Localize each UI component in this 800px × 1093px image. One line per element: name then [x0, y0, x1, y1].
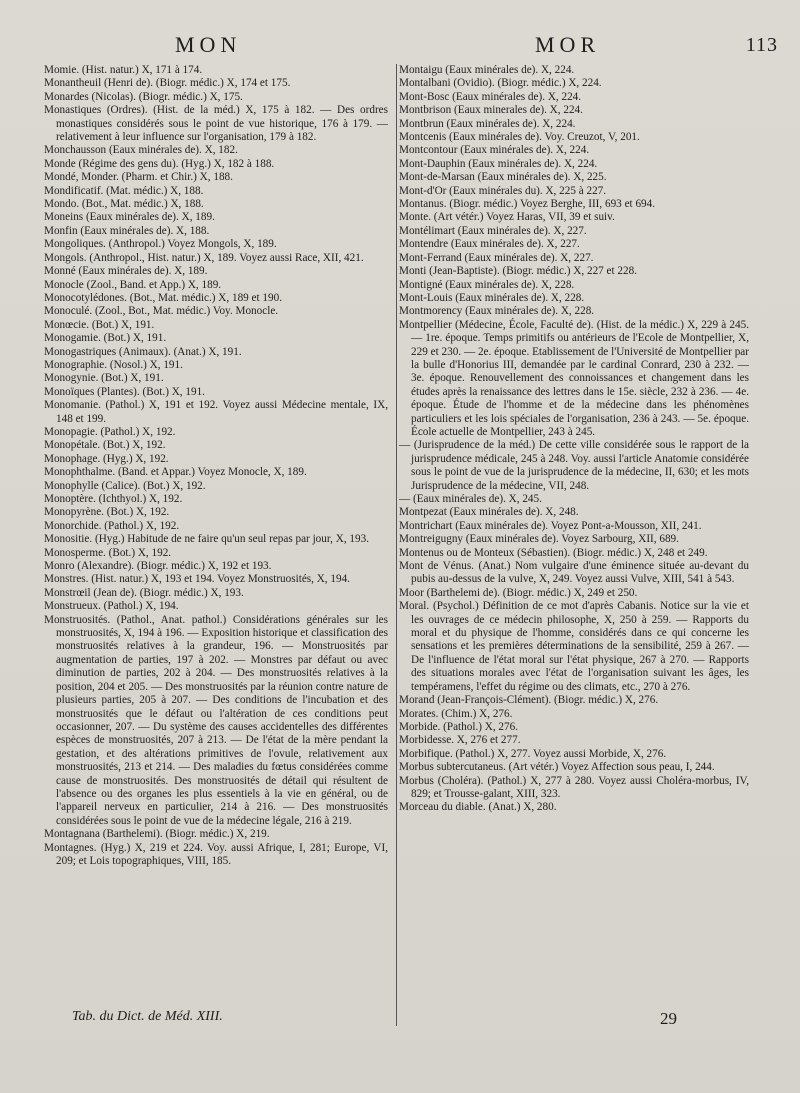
- index-entry: Monomanie. (Pathol.) X, 191 et 192. Voyez aussi Médecine mentale, IX, 148 et 199.: [44, 399, 388, 425]
- index-entry: Mongols. (Anthropol., Hist. natur.) X, 189. Voyez aussi Race, XII, 421.: [44, 251, 364, 264]
- index-entry: Montanus. (Biogr. médic.) Voyez Berghe, III, 693 et 694.: [399, 198, 656, 211]
- index-entry: Monro (Alexandre). (Biogr. médic.) X, 192 et 193.: [44, 560, 272, 573]
- index-entry: Monogastriques (Animaux). (Anat.) X, 191.: [44, 345, 242, 358]
- index-entry: Mondo. (Bot., Mat. médic.) X, 188.: [44, 198, 204, 211]
- index-entry: Montbrun (Eaux minérales de). X, 224.: [399, 117, 576, 130]
- index-entry: Monoïques (Plantes). (Bot.) X, 191.: [44, 385, 205, 398]
- index-entry: Montendre (Eaux minérales de). X, 227.: [399, 238, 580, 251]
- left-column: [44, 64, 388, 868]
- index-entry: Morbus subtercutaneus. (Art vétér.) Voyez Affection sous peau, I, 244.: [399, 761, 715, 774]
- footer-title: Tab. du Dict. de Méd. XIII.: [72, 1009, 223, 1024]
- index-entry: Montaigu (Eaux minérales de). X, 224.: [399, 64, 575, 76]
- index-entry: Monorchide. (Pathol.) X, 192.: [44, 519, 180, 532]
- index-entry: Morbide. (Pathol.) X, 276.: [399, 720, 519, 733]
- index-entry: Moor (Barthelemi de). (Biogr. médic.) X, 249 et 250.: [399, 586, 638, 599]
- index-entry: Montpezat (Eaux minérales de). X, 248.: [399, 506, 579, 519]
- index-entry: Monstruosités. (Pathol., Anat. pathol.) Considérations générales sur les monstruosités, X, 194 à 196. — Exposition historique et classification des monstruosités relatives à la grandeur, 196. — Monstruosités par augmentation de parties, 197 à 202. — Monstres par défaut ou avec diminution de parties, 202 à 204. — Des monstruosités relatives à la position, 204 et 205. — Des monstruosités par la réunion contre nature de plusieurs parties, 205 à 207. — Des conditions de l'incubation et des monstruosités que le défaut ou l'altération de ces conditions peut occasionner, 207. — Du système des causes accidentelles des différentes espèces de monstruosités, 207 à 213. — De l'état de la mère pendant la gestation, et des altérations primitives de l'ovule, relativement aux monstruosités, 213 et 214. — Des maladies du fœtus considérées comme cause de monstruosités. Des monstruosités de détail qui résultent de l'absence ou des organes les plus essentiels à la vie en général, ou de l'appareil nerveux en particulier, 214 à 216. — Des monstruosités considérées sous le point de vue de la médecine légale, 216 à 219.: [44, 613, 388, 827]
- index-entry: — (Jurisprudence de la méd.) De cette ville considérée sous le rapport de la jurisprudence médicale, 245 à 248. Voy. aussi l'article Anatomie considérée sous le point de vue de la jurisprudence de la médecine, II, 630; et les mots Jurisprudence de la médecine, VII, 248.: [399, 439, 749, 492]
- page-number: 113: [745, 34, 778, 56]
- index-entry: Montigné (Eaux minérales de). X, 228.: [399, 278, 575, 291]
- index-entry: Monopétale. (Bot.) X, 192.: [44, 439, 166, 452]
- index-entry: Monstrœil (Jean de). (Biogr. médic.) X, 193.: [44, 586, 244, 599]
- index-entry: Moneins (Eaux minérales de). X, 189.: [44, 211, 215, 224]
- index-entry: Momie. (Hist. natur.) X, 171 à 174.: [44, 64, 203, 76]
- index-entry: Mont-Ferrand (Eaux minérales de). X, 227.: [399, 251, 594, 264]
- index-entry: Monopagie. (Pathol.) X, 192.: [44, 425, 176, 438]
- index-entry: Monositie. (Hyg.) Habitude de ne faire qu'un seul repas par jour, X, 193.: [44, 533, 369, 546]
- index-entry: Mondificatif. (Mat. médic.) X, 188.: [44, 184, 204, 197]
- index-entry: Montcenis (Eaux minérales de). Voy. Creuzot, V, 201.: [399, 131, 640, 144]
- index-entry: Monosperme. (Bot.) X, 192.: [44, 546, 172, 559]
- index-entry: Monstres. (Hist. natur.) X, 193 et 194. Voyez Monstruosités, X, 194.: [44, 573, 350, 586]
- index-entry: Montmorency (Eaux minérales de). X, 228.: [399, 305, 595, 318]
- index-entry: Monde (Régime des gens du). (Hyg.) X, 182 à 188.: [44, 157, 275, 170]
- index-entry: Monophthalme. (Band. et Appar.) Voyez Monocle, X, 189.: [44, 466, 307, 479]
- index-entry: Monoptère. (Ichthyol.) X, 192.: [44, 493, 183, 505]
- running-head-right: MOR: [535, 32, 601, 57]
- index-entry: Monti (Jean-Baptiste). (Biogr. médic.) X, 227 et 228.: [399, 265, 638, 278]
- index-entry: Mondé, Monder. (Pharm. et Chir.) X, 188.: [44, 171, 233, 184]
- index-entry: Monophage. (Hyg.) X, 192.: [44, 452, 169, 465]
- index-entry: Monogamie. (Bot.) X, 191.: [44, 332, 167, 345]
- index-entry: Monœcie. (Bot.) X, 191.: [44, 318, 155, 331]
- index-entry: Monte. (Art vétér.) Voyez Haras, VII, 39 et suiv.: [399, 211, 615, 224]
- index-entry: Monogynie. (Bot.) X, 191.: [44, 372, 164, 385]
- index-entry: Morbidesse. X, 276 et 277.: [399, 734, 521, 747]
- index-entry: Monographie. (Nosol.) X, 191.: [44, 358, 183, 371]
- index-entry: Monfin (Eaux minérales de). X, 188.: [44, 224, 210, 237]
- index-entry: Monastiques (Ordres). (Hist. de la méd.) X, 175 à 182. — Des ordres monastiques considérés sous le point de vue historique, 176 à 179. — relativement à leur influence sur l'organisation, 179 à 182.: [44, 104, 388, 144]
- column-divider: [396, 64, 397, 1026]
- index-entry: Montpellier (Médecine, École, Faculté de). (Hist. de la médic.) X, 229 à 245. — 1re. époque. Temps primitifs ou antérieurs de l'Ecole de Montpellier, X, 229 et 230. — 2e. époque. Etablissement de l'Université de Montpellier par la bulle d'Honorius III, demandée par le cardinal Conrard, 230 à 232. — 3e. époque. Renouvellement des connoissances et changement dans les études après la renaissance des lettres dans le 15e. siècle, 232 à 236. — 4e. époque. Étude de l'homme et de la médecine dans les phénomènes particuliers et les lois spéciales de l'organisation, 236 à 243. — 5e. époque. École actuelle de Montpellier, 243 à 245.: [399, 318, 749, 438]
- index-entry: Montélimart (Eaux minérales de). X, 227.: [399, 224, 587, 237]
- index-entry: Montenus ou de Monteux (Sébastien). (Biogr. médic.) X, 248 et 249.: [399, 546, 708, 559]
- index-entry: — (Eaux minérales de). X, 245.: [399, 493, 542, 505]
- index-entry: Monocle (Zool., Band. et App.) X, 189.: [44, 278, 222, 291]
- index-entry: Mont-Bosc (Eaux minérales de). X, 224.: [399, 90, 582, 103]
- right-column: [399, 64, 749, 815]
- index-entry: Monophylle (Calice). (Bot.) X, 192.: [44, 479, 206, 492]
- index-entry: Montcontour (Eaux minérales de). X, 224.: [399, 144, 590, 157]
- index-entry: Mont-Louis (Eaux minérales de). X, 228.: [399, 291, 585, 304]
- index-entry: Moral. (Psychol.) Définition de ce mot d'après Cabanis. Notice sur la vie et les ouvrages de ce médecin philosophe, X, 250 à 259. — Rapports du moral et du physique de l'homme, considérés dans ce qui concerne les sensations et les premières déterminations de la sensibilité, 259 à 267. — De l'influence de l'état moral sur l'état physique, 267 à 270. — Rapports des situations morales avec l'état de l'organisation suivant les âges, les tempéramens, l'effet du régime ou des climats, etc., 270 à 276.: [399, 600, 749, 693]
- index-entry: Mont-d'Or (Eaux minérales du). X, 225 à 227.: [399, 184, 607, 197]
- running-head-left: MON: [175, 32, 242, 57]
- index-entry: Monchausson (Eaux minérales de). X, 182.: [44, 144, 238, 157]
- index-entry: Morates. (Chim.) X, 276.: [399, 707, 513, 720]
- index-entry: Morbus (Choléra). (Pathol.) X, 277 à 280. Voyez aussi Choléra-morbus, IV, 829; et Trousse-galant, XIII, 323.: [399, 774, 749, 800]
- signature-mark: 29: [660, 1009, 677, 1028]
- index-entry: Montbrison (Eaux minerales de). X, 224.: [399, 104, 583, 117]
- index-entry: Monantheuil (Henri de). (Biogr. médic.) X, 174 et 175.: [44, 77, 291, 90]
- index-entry: Monardes (Nicolas). (Biogr. médic.) X, 175.: [44, 90, 243, 103]
- index-entry: Montreigugny (Eaux minérales de). Voyez Sarbourg, XII, 689.: [399, 533, 679, 546]
- index-entry: Monoculé. (Zool., Bot., Mat. médic.) Voy. Monocle.: [44, 305, 279, 318]
- index-entry: Monocotylédones. (Bot., Mat. médic.) X, 189 et 190.: [44, 291, 283, 304]
- index-entry: Morand (Jean-François-Clément). (Biogr. médic.) X, 276.: [399, 694, 659, 707]
- index-entry: Montagnes. (Hyg.) X, 219 et 224. Voy. aussi Afrique, I, 281; Europe, VI, 209; et Lois topographiques, VIII, 185.: [44, 841, 388, 867]
- index-entry: Monstrueux. (Pathol.) X, 194.: [44, 600, 179, 613]
- index-entry: Monopyrène. (Bot.) X, 192.: [44, 506, 170, 519]
- index-entry: Montagnana (Barthelemi). (Biogr. médic.) X, 219.: [44, 828, 270, 841]
- index-entry: Mont-Dauphin (Eaux minérales de). X, 224.: [399, 157, 598, 170]
- index-entry: Morceau du diable. (Anat.) X, 280.: [399, 801, 557, 814]
- index-entry: Mont de Vénus. (Anat.) Nom vulgaire d'une éminence située au-devant du pubis au-dessus de la vulve, X, 249. Voyez aussi Vulve, XIII, 541 à 543.: [399, 560, 749, 586]
- index-entry: Mongoliques. (Anthropol.) Voyez Mongols, X, 189.: [44, 238, 277, 251]
- index-entry: Mont-de-Marsan (Eaux minérales de). X, 225.: [399, 171, 607, 184]
- index-entry: Montrichart (Eaux minérales de). Voyez Pont-a-Mousson, XII, 241.: [399, 519, 702, 532]
- index-entry: Montalbani (Ovidio). (Biogr. médic.) X, 224.: [399, 77, 602, 90]
- index-entry: Morbifique. (Pathol.) X, 277. Voyez aussi Morbide, X, 276.: [399, 747, 667, 760]
- index-entry: Monné (Eaux minérales de). X, 189.: [44, 265, 208, 278]
